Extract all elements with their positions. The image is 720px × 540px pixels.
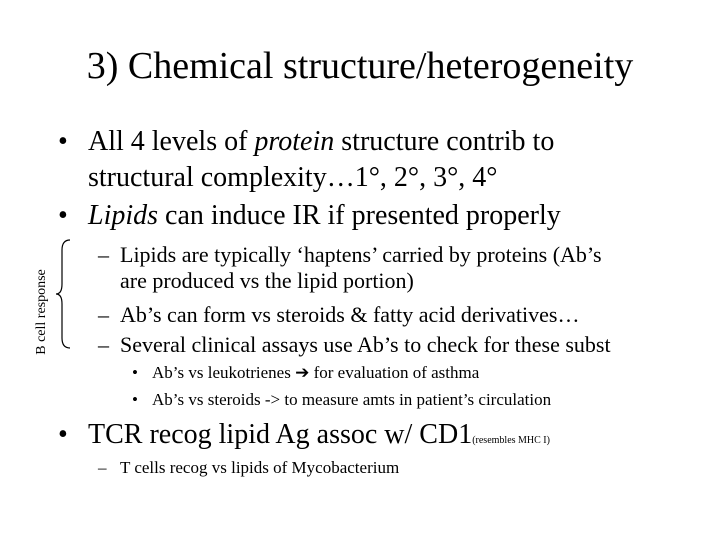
slide-title: 3) Chemical structure/heterogeneity (86, 45, 634, 87)
sub-bullet-text: T cells recog vs lipids of Mycobacterium (120, 458, 400, 477)
text-part: Ab’s vs leukotrienes (152, 363, 296, 382)
sub-bullet-text: Ab’s can form vs steroids & fatty acid derivatives… (120, 302, 580, 327)
sub-bullet-text: Several clinical assays use Ab’s to check for these subst (120, 332, 611, 357)
dash-marker: – (98, 332, 109, 357)
bullet-text (88, 198, 561, 234)
bullet-dot: • (132, 363, 138, 382)
bullet-text-part: structure contrib to (334, 126, 555, 157)
bullet-dot: • (132, 390, 138, 409)
bullet-emphasis: Lipids (88, 200, 159, 231)
bullet-text (88, 417, 550, 459)
side-label-b-cell-response: B cell response (34, 269, 49, 355)
dash-marker: – (98, 302, 109, 327)
sub-bullet-line2: are produced vs the lipid portion) (120, 268, 414, 293)
bullet-text-line2: structural complexity…1°, 2°, 3°, 4° (88, 162, 498, 193)
bullet-text-main: TCR recog lipid Ag assoc w/ CD1 (88, 419, 473, 450)
bullet-text-part: All 4 levels of (88, 126, 255, 157)
bullet-text (88, 124, 554, 196)
bullet-text-part: can induce IR if presented properly (158, 200, 561, 231)
bullet-text-small: (resembles MHC I) (472, 435, 550, 446)
sub-bullet-text (120, 242, 602, 294)
text-part: for evaluation of asthma (309, 363, 480, 382)
bullet-dot: • (58, 126, 68, 157)
sub-sub-bullet-text (152, 362, 479, 384)
bullet-dot: • (58, 200, 68, 231)
dash-marker: – (98, 458, 107, 477)
arrow-right-icon: ➔ (295, 363, 310, 382)
sub-sub-bullet-text: Ab’s vs steroids -> to measure amts in patient’s circulation (152, 390, 552, 409)
bullet-dot: • (58, 419, 68, 450)
bullet-emphasis: protein (254, 126, 335, 157)
sub-bullet-line1: Lipids are typically ‘haptens’ carried by proteins (Ab’s (120, 242, 602, 267)
curly-brace-icon (54, 238, 72, 350)
dash-marker: – (98, 242, 109, 267)
